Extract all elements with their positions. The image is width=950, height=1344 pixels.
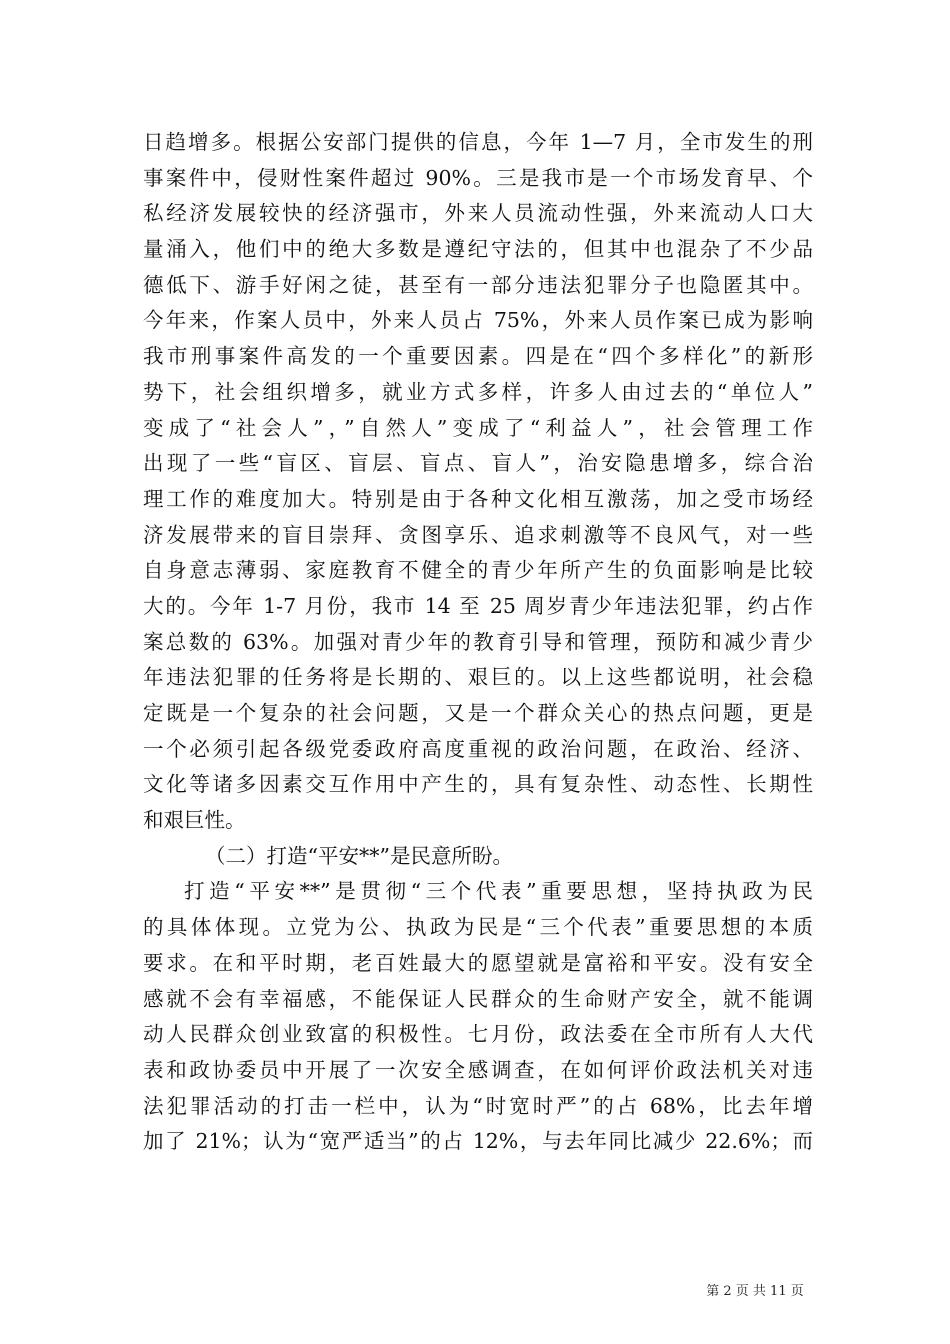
text-line: 事案件中，侵财性案件超过 90%。三是我市是一个市场发育早、个 bbox=[143, 165, 813, 190]
body-text bbox=[143, 125, 813, 1160]
text-line: 德低下、游手好闲之徒，甚至有一部分违法犯罪分子也隐匿其中。 bbox=[143, 272, 813, 297]
text-line: 打造“平安**”是贯彻“三个代表”重要思想，坚持执政为民 bbox=[184, 879, 813, 904]
text-line: 变成了“社会人”，”自然人”变成了“利益人”，社会管理工作 bbox=[143, 415, 813, 440]
text-line: 动人民群众创业致富的积极性。七月份，政法委在全市所有人大代 bbox=[143, 1022, 813, 1047]
text-line: 年违法犯罪的任务将是长期的、艰巨的。以上这些都说明，社会稳 bbox=[143, 665, 813, 690]
section-heading: （二）打造“平安**”是民意所盼。 bbox=[205, 843, 513, 868]
text-line: 私经济发展较快的经济强市，外来人员流动性强，外来流动人口大 bbox=[143, 201, 813, 226]
text-line: 今年来，作案人员中，外来人员占 75%，外来人员作案已成为影响 bbox=[143, 308, 813, 333]
text-line: 济发展带来的盲目崇拜、贪图享乐、追求刺激等不良风气，对一些 bbox=[143, 522, 813, 547]
text-line: 我市刑事案件高发的一个重要因素。四是在“四个多样化”的新形 bbox=[143, 344, 813, 369]
text-line: 一个必须引起各级党委政府高度重视的政治问题，在政治、经济、 bbox=[143, 736, 813, 761]
text-line: 表和政协委员中开展了一次安全感调查，在如何评价政法机关对违 bbox=[143, 1057, 813, 1082]
text-line: 加了 21%；认为“宽严适当”的占 12%，与去年同比减少 22.6%；而 bbox=[143, 1129, 813, 1154]
text-line: 日趋增多。根据公安部门提供的信息，今年 1—7 月，全市发生的刑 bbox=[143, 130, 813, 154]
text-line: 和艰巨性。 bbox=[143, 808, 246, 833]
text-line: 大的。今年 1-7 月份，我市 14 至 25 周岁青少年违法犯罪，约占作 bbox=[143, 593, 813, 618]
text-line: 文化等诸多因素交互作用中产生的，具有复杂性、动态性、长期性 bbox=[143, 772, 813, 797]
text-line: 的具体体现。立党为公、执政为民是“三个代表”重要思想的本质 bbox=[143, 915, 813, 940]
page-number: 第 2 页 共 11 页 bbox=[706, 1284, 804, 1299]
text-line: 出现了一些“盲区、盲层、盲点、盲人”，治安隐患增多，综合治 bbox=[143, 451, 813, 476]
text-line: 理工作的难度加大。特别是由于各种文化相互激荡，加之受市场经 bbox=[143, 486, 813, 511]
text-line: 势下，社会组织增多，就业方式多样，许多人由过去的“单位人” bbox=[143, 379, 813, 404]
text-line: 感就不会有幸福感，不能保证人民群众的生命财产安全，就不能调 bbox=[143, 986, 813, 1011]
text-line: 法犯罪活动的打击一栏中，认为“时宽时严”的占 68%，比去年增 bbox=[143, 1093, 813, 1118]
text-line: 自身意志薄弱、家庭教育不健全的青少年所产生的负面影响是比较 bbox=[143, 558, 813, 583]
text-line: 要求。在和平时期，老百姓最大的愿望就是富裕和平安。没有安全 bbox=[143, 950, 813, 975]
text-line: 量涌入，他们中的绝大多数是遵纪守法的，但其中也混杂了不少品 bbox=[143, 237, 813, 262]
text-line: 定既是一个复杂的社会问题，又是一个群众关心的热点问题，更是 bbox=[143, 701, 813, 725]
text-line: 案总数的 63%。加强对青少年的教育引导和管理，预防和减少青少 bbox=[143, 629, 813, 654]
